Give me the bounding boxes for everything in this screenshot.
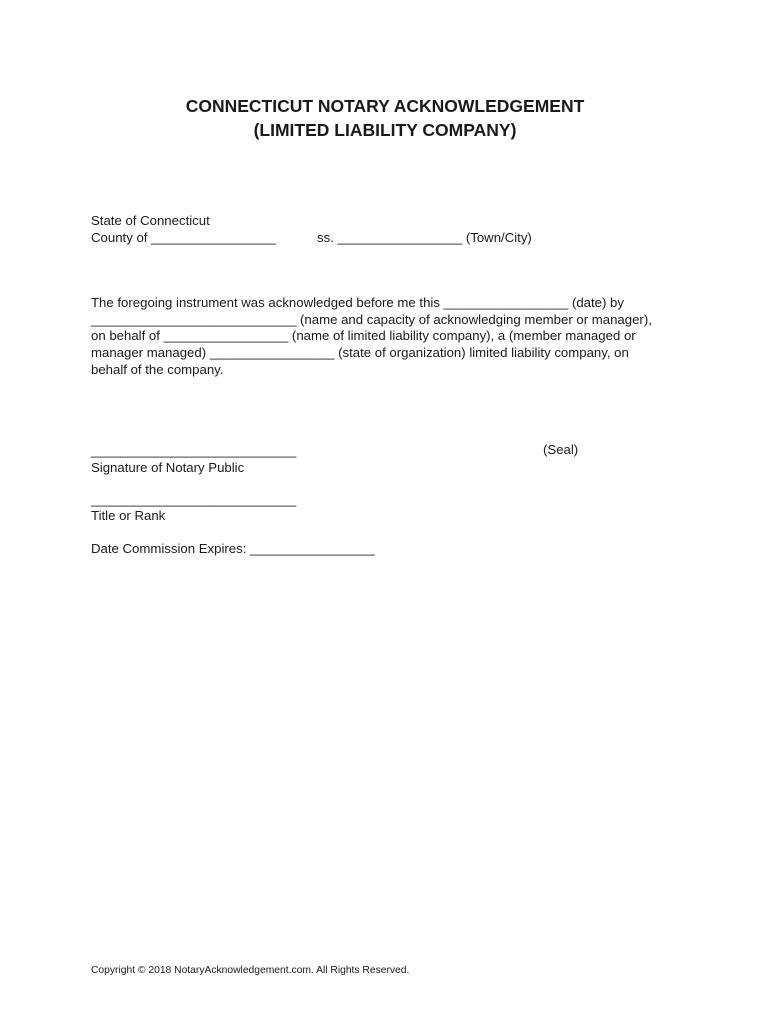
body-line-2: ____________________________ (name and capacity of acknowledging member or manager), [91, 312, 652, 327]
document-title: CONNECTICUT NOTARY ACKNOWLEDGEMENT [185, 96, 585, 116]
body-line-1: The foregoing instrument was acknowledged before me this _________________ (date) by [91, 295, 624, 310]
document-subtitle: (LIMITED LIABILITY COMPANY) [253, 120, 517, 140]
notary-signature-label: Signature of Notary Public [91, 460, 245, 475]
title-rank-label: Title or Rank [91, 508, 166, 523]
commission-expires: Date Commission Expires: _________________ [91, 541, 375, 556]
copyright-footer: Copyright © 2018 NotaryAcknowledgement.com. All Rights Reserved. [91, 965, 410, 976]
venue-state: State of Connecticut [91, 213, 210, 228]
venue-county: County of _________________ [91, 230, 276, 245]
seal-label: (Seal) [543, 442, 579, 457]
title-rank-line: ____________________________ [91, 492, 297, 507]
notary-signature-line: ____________________________ [91, 443, 297, 458]
body-line-4: manager managed) _________________ (state of organization) limited liability company, on [91, 345, 629, 360]
body-line-3: on behalf of _________________ (name of limited liability company), a (member managed or [91, 328, 636, 343]
venue-ss: ss. _________________ (Town/City) [317, 230, 532, 245]
body-line-5: behalf of the company. [91, 362, 224, 377]
